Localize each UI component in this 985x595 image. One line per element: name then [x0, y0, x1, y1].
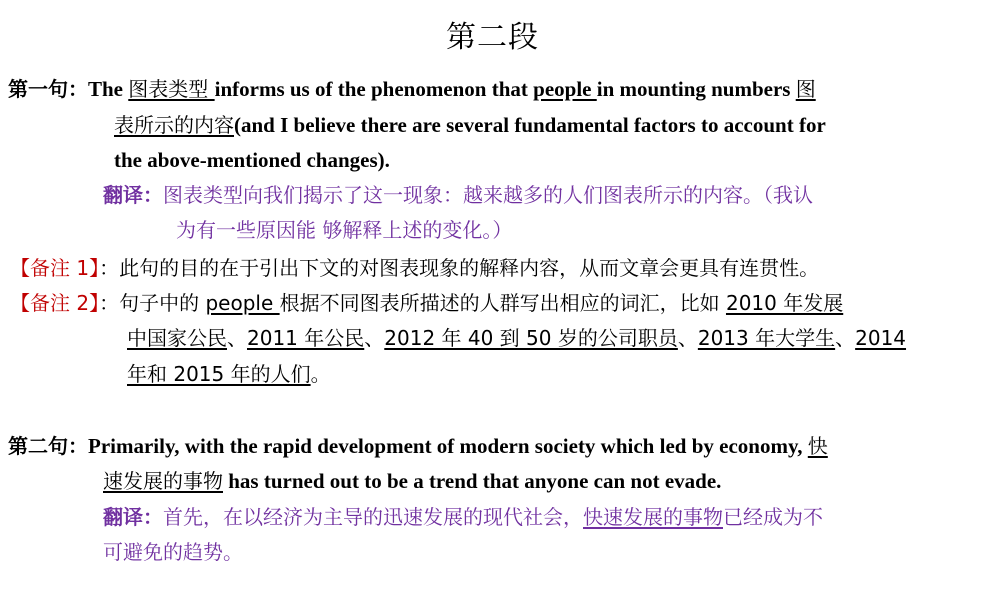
note2-example-5-start: 2014 [855, 326, 907, 350]
note2-text-c: 根据不同图表所描述的人群写出相应的词汇，比如 [279, 291, 726, 315]
sentence2-translation-text-c: 已经成为不 [723, 505, 823, 529]
note2-line3 [127, 360, 331, 388]
sentence1-translation-text: 图表类型向我们揭示了这一现象：越来越多的人们图表所示的内容。（我认 [163, 183, 813, 207]
sentence1-translation-line1 [103, 181, 813, 209]
people-blank: people [533, 77, 597, 101]
note2-example-3: 2012 年 40 到 50 岁的公司职员 [384, 326, 678, 350]
note2-colon: ： [99, 291, 120, 315]
note2-text-a: 句子中的 [119, 291, 206, 315]
chart-content-blank-start: 图 [795, 77, 816, 101]
note2-example-2: 2011 年公民 [247, 326, 365, 350]
sentence2-translation-line2 [103, 538, 243, 566]
note2-example-4: 2013 年大学生 [697, 326, 836, 350]
note1-text: 此句的目的在于引出下文的对图表现象的解释内容，从而文章会更具有连贯性。 [119, 256, 820, 280]
sentence1-text-e: in mounting numbers [596, 77, 796, 101]
sentence1-line1 [8, 75, 958, 103]
sentence1-translation-line2 [176, 216, 512, 244]
sentence1-line2 [114, 111, 959, 139]
note2-line2 [127, 324, 906, 352]
sentence1-line3 [114, 146, 390, 174]
note2-separator: 、 [227, 326, 247, 350]
note2-separator: 、 [835, 326, 856, 350]
note2-example-5-end: 年和 2015 年的人们 [127, 362, 311, 386]
fast-developing-blank-end: 速发展的事物 [103, 469, 223, 493]
note2-example-1-end: 中国家公民 [127, 326, 227, 350]
sentence2-translation-line1 [103, 503, 823, 531]
fast-developing-blank-start: 快 [807, 434, 828, 458]
sentence1-text-f: (and I believe there are several fundamental factors to account for [234, 113, 826, 137]
translation-label: 翻译： [103, 183, 163, 207]
sentence2-translation-underlined: 快速发展的事物 [583, 505, 723, 529]
sentence2-text-b: has turned out to be a trend that anyone can not evade. [223, 469, 722, 493]
sentence2-translation-text-a: 首先，在以经济为主导的迅速发展的现代社会， [163, 505, 583, 529]
note2-period: 。 [310, 362, 331, 386]
sentence1-translation-text-2: 为有一些原因能 够解释上述的变化。） [176, 218, 513, 242]
note1-label: 【备注 1】 [10, 256, 100, 280]
note2-label: 【备注 2】 [10, 291, 100, 315]
chart-content-blank-end: 表所示的内容 [114, 113, 234, 137]
sentence2-line1 [8, 432, 828, 460]
note1 [10, 254, 819, 282]
note2-separator: 、 [364, 326, 385, 350]
chart-type-blank: 图表类型 [128, 77, 215, 101]
sentence2-line2 [103, 467, 721, 495]
sentence2-label: 第二句： [8, 434, 88, 458]
sentence2-text-a: Primarily, with the rapid development of modern society which led by economy, [88, 434, 808, 458]
translation-label: 翻译： [103, 505, 163, 529]
sentence1-label: 第一句： [8, 77, 88, 101]
note2-separator: 、 [677, 326, 698, 350]
note2-people: people [205, 291, 280, 315]
sentence1-text-g: the above-mentioned changes). [114, 148, 390, 172]
sentence1-text-c: informs us of the phenomenon that [214, 77, 534, 101]
sentence2-translation-text-2: 可避免的趋势。 [103, 540, 243, 564]
sentence1-text-a: The [88, 77, 129, 101]
note2-example-1-start: 2010 年发展 [725, 291, 844, 315]
note1-colon: ： [99, 256, 120, 280]
note2-line1 [10, 289, 843, 317]
page-title: 第二段 [446, 20, 539, 55]
